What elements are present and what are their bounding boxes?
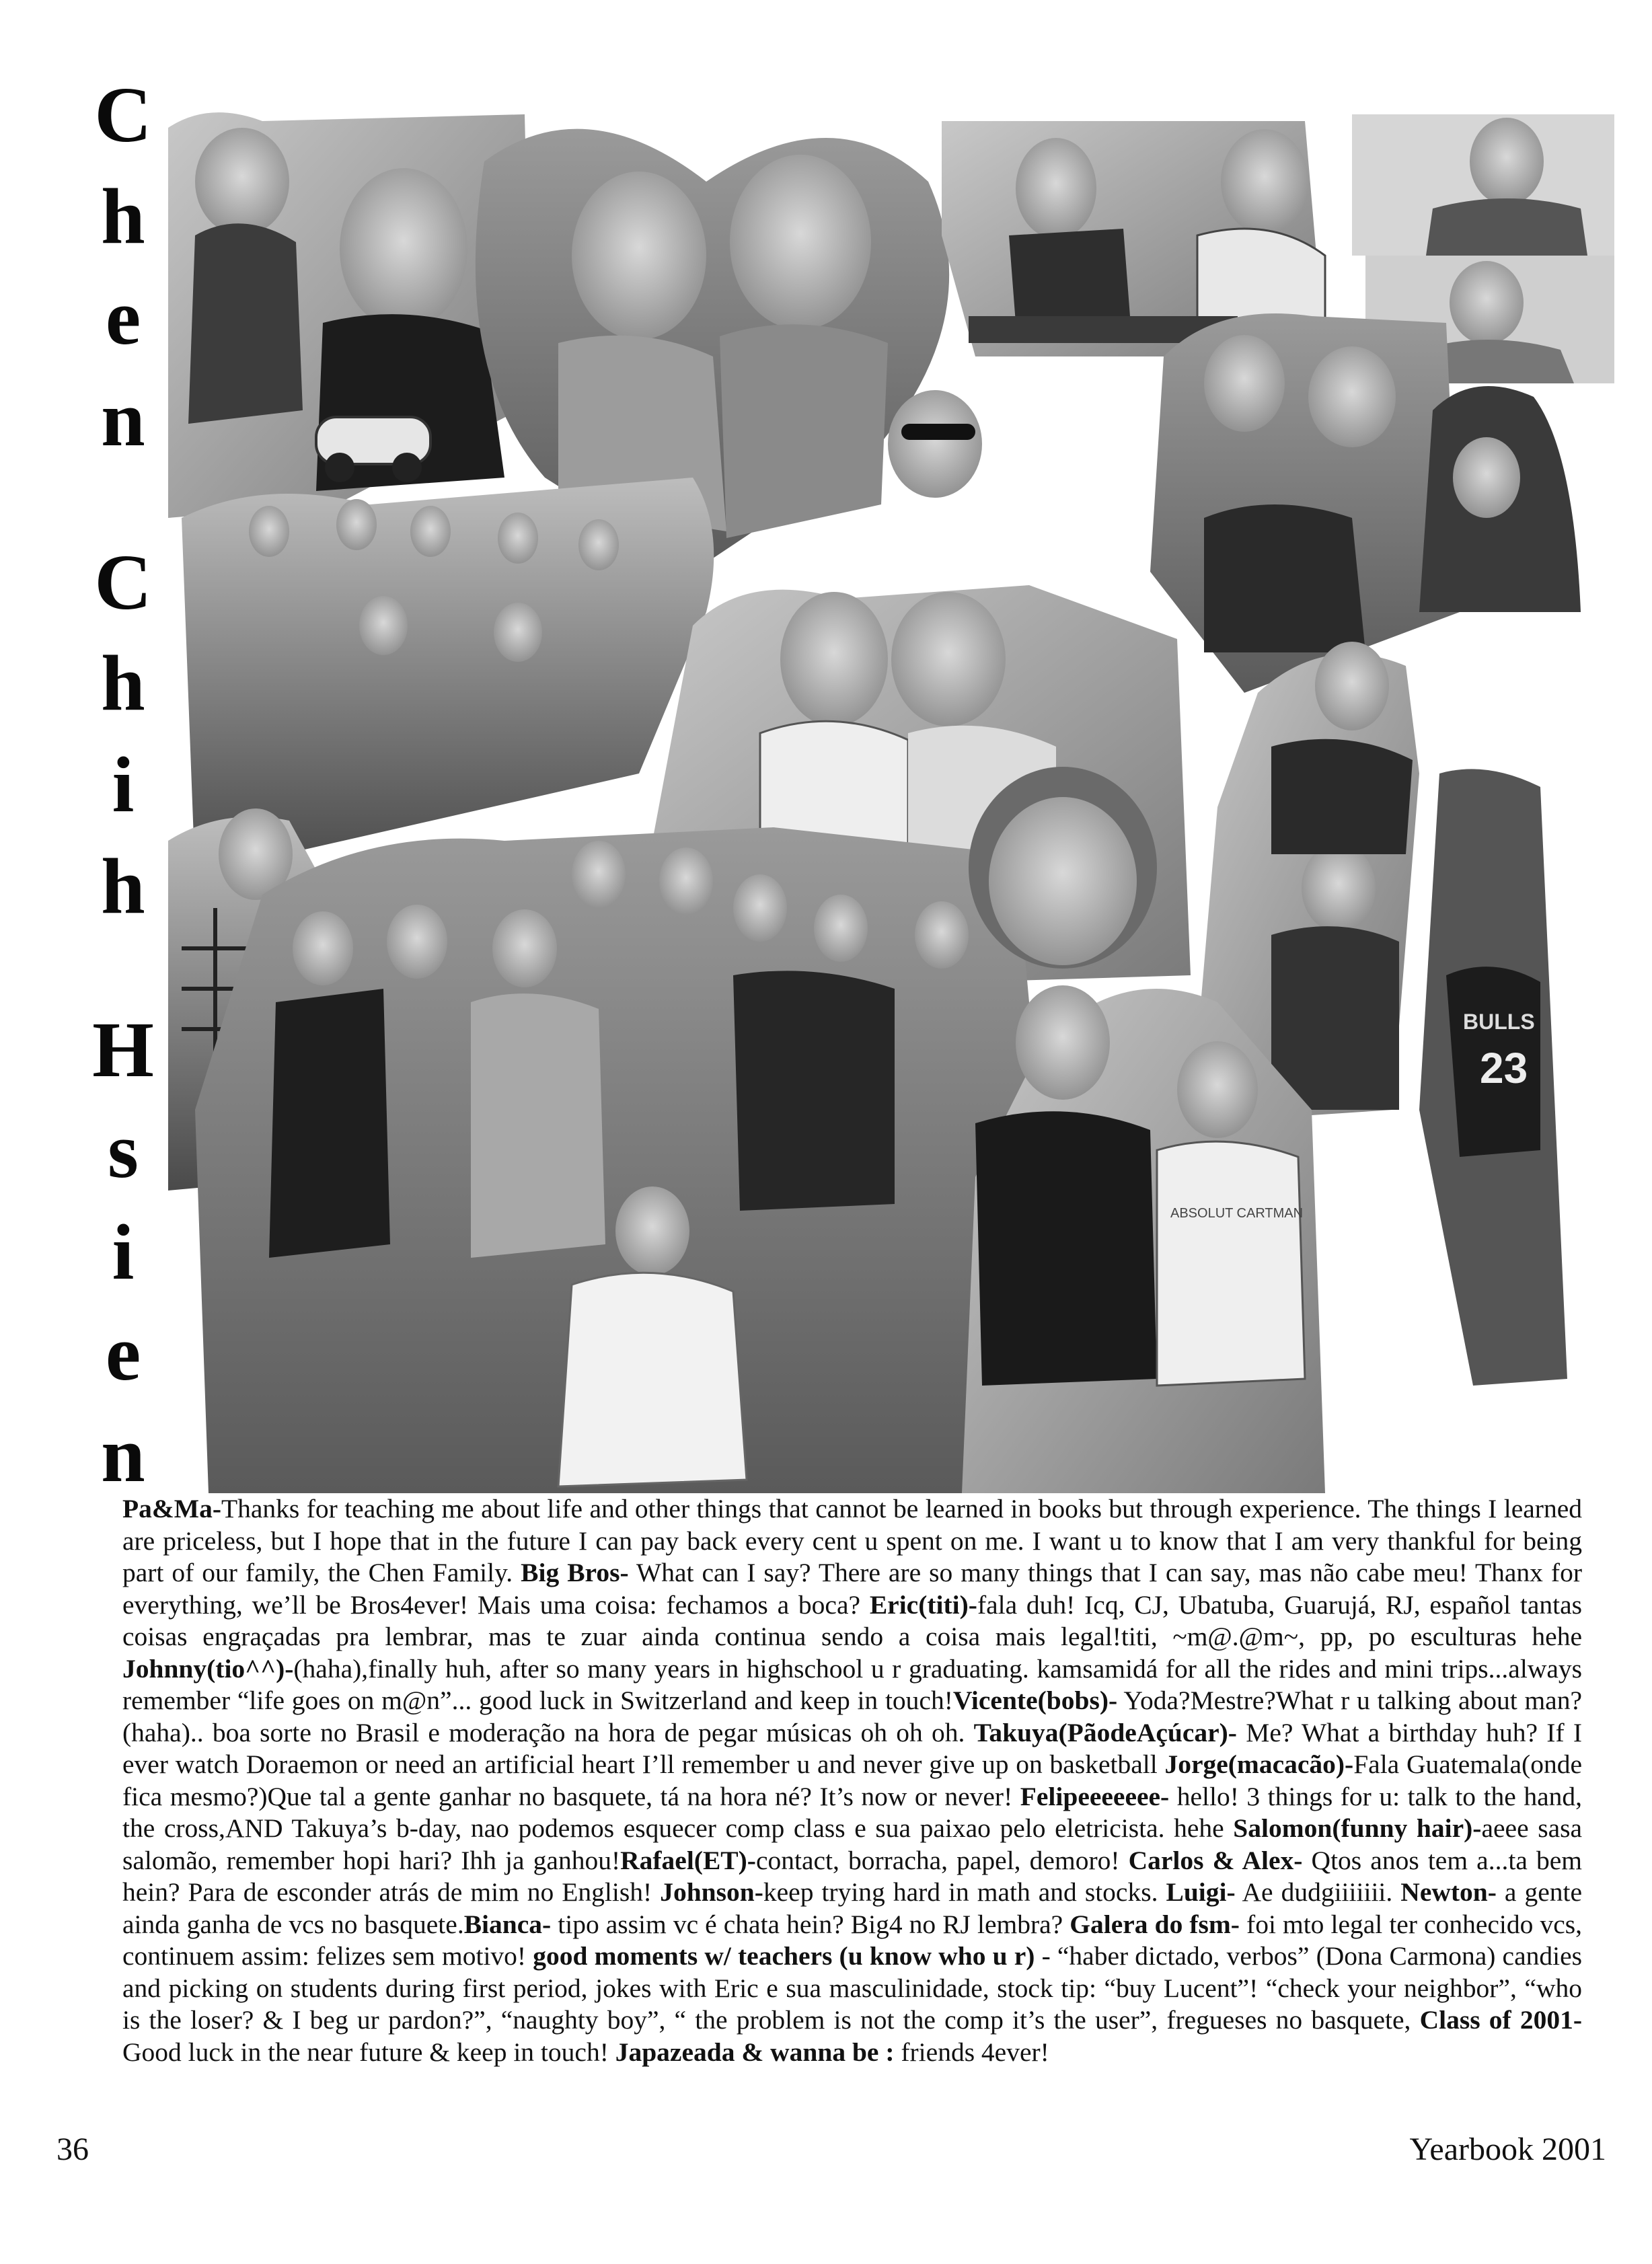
name-letter: C — [94, 71, 152, 159]
caption-message: - “haber dictado, verbos” (Dona Carmona) candies and picking on students during first period, jokes with Eric e sua masculinidade, stock tip: “buy Lucent”! “check your neighbor”, “who is the loser? & I beg ur pardon?”, “naughty boy”, “ the problem is not the comp it’s the user”, fregueses no basquete, — [122, 1941, 1582, 2035]
caption-message: tipo assim vc é chata hein? Big4 no RJ lembra? — [551, 1909, 1070, 1939]
name-letter: e — [105, 273, 141, 362]
caption-name: Class of 2001- — [1419, 2005, 1582, 2035]
shirt-text: ABSOLUT CARTMAN — [1170, 1206, 1304, 1221]
name-letter: e — [105, 1309, 141, 1398]
photo-large-group — [195, 827, 1043, 1493]
caption-message: a gente ainda ganha de vcs no basquete. — [122, 1877, 1583, 1939]
vertical-name-title — [79, 71, 167, 1499]
caption-name: good moments w/ teachers (u know who u r) — [533, 1941, 1035, 1971]
caption-name: Felipeeeeeee- — [1020, 1781, 1170, 1811]
name-letter: n — [101, 374, 145, 463]
caption-name: Jorge(macacão)- — [1164, 1749, 1354, 1779]
name-letter: n — [101, 1410, 145, 1499]
dedication-text — [122, 1493, 1582, 2068]
caption-name: Japazeada & wanna be : — [615, 2037, 895, 2067]
caption-name: Takuya(PãodeAçúcar)- — [973, 1717, 1237, 1747]
photo-shoulder-carry — [1150, 313, 1460, 693]
caption-name: Vicente(bobs)- — [952, 1686, 1118, 1715]
photo-woman-portrait — [969, 767, 1157, 969]
caption-name: Carlos & Alex- — [1128, 1845, 1303, 1875]
caption-message: friends 4ever! — [894, 2037, 1049, 2067]
caption-name: Salomon(funny hair)- — [1233, 1813, 1482, 1843]
caption-message: foi mto legal ter conhecido vcs, continuem assim: felizes sem motivo! — [122, 1909, 1582, 1971]
caption-message: keep trying hard in math and stocks. — [763, 1877, 1166, 1907]
caption-message: Yoda?Mestre?What r u talking about man?(haha).. boa sorte no Brasil e moderação na hora de pegar músicas oh oh oh. — [122, 1686, 1582, 1747]
caption-name: Johnson- — [660, 1877, 763, 1907]
caption-message: aeee sasa salomão, remember hopi hari? Ihh ja ganhou! — [122, 1813, 1583, 1875]
caption-name: Johnny(tio^^)- — [122, 1653, 294, 1684]
caption-name: Big Bros- — [521, 1558, 629, 1587]
name-letter: s — [108, 1106, 139, 1195]
caption-message: Me? What a birthday huh? If I ever watch Doraemon or need an artificial heart I’ll remember u and never give up on basketball — [122, 1717, 1582, 1779]
name-letter: h — [101, 841, 145, 930]
caption-name: Galera do fsm- — [1069, 1909, 1240, 1939]
name-letter: H — [92, 1005, 154, 1094]
photo-collage — [168, 101, 1614, 1493]
page-number: 36 — [57, 2131, 89, 2167]
photo-baby-and-brother — [168, 112, 531, 518]
caption-message: Good luck in the near future & keep in touch! — [122, 2037, 615, 2067]
name-letter: i — [112, 1207, 135, 1296]
caption-name: Luigi- — [1166, 1877, 1236, 1907]
caption-message: Fala Guatemala(onde fica mesmo?)Que tal a gente ganhar no basquete, tá na hora né? It’s now or never! — [122, 1749, 1582, 1811]
name-letter: i — [112, 740, 135, 829]
name-letter: h — [101, 172, 145, 260]
caption-message: (haha),finally huh, after so many years in highschool u r graduating. kamsamidá for all the rides and mini trips...always remember “life goes on m@n”... good luck in Switzerland and keep in touch! — [122, 1653, 1582, 1715]
photo-basketball-player — [1419, 769, 1567, 1386]
photo-standing-friend — [1419, 386, 1581, 612]
caption-name: Bianca- — [463, 1909, 552, 1939]
name-letter: h — [101, 639, 145, 728]
caption-name: Eric(titi)- — [869, 1589, 977, 1620]
caption-name: Newton- — [1400, 1877, 1497, 1907]
photo-grandfather — [1352, 114, 1614, 256]
yearbook-title: Yearbook 2001 — [1409, 2131, 1606, 2167]
name-letter: C — [94, 537, 152, 626]
jersey-number: 23 — [1480, 1044, 1528, 1092]
caption-name: Pa&Ma- — [122, 1494, 221, 1523]
caption-message: fala duh! Icq, CJ, Ubatuba, Guarujá, RJ, español tantas coisas engraçadas pra lembrar, mas te zuar ainda continua sendo a coisa mais legal!titi, ~m@.@m~, pp, po esculturas hehe — [122, 1589, 1582, 1651]
caption-message: Thanks for teaching me about life and other things that cannot be learned in books but through experience. The things I learned are priceless, but I hope that in the future I can pay back every cent u spent on me. I want u to know that I am very thankful for being part of our family, the Chen Family. — [122, 1494, 1582, 1587]
caption-message: contact, borracha, papel, demoro! — [755, 1845, 1129, 1875]
caption-message: Ae dudgiiiiiii. — [1235, 1877, 1401, 1907]
jersey-text: BULLS — [1463, 1010, 1535, 1034]
caption-message: Qtos anos tem a...ta bem hein? Para de esconder atrás de mim no English! — [122, 1845, 1582, 1907]
caption-name: Rafael(ET)- — [620, 1845, 756, 1875]
caption-message: What can I say? There are so many things that I can say, mas não cabe meu! Thanx for everything, we’ll be Bros4ever! Mais uma coisa: fechamos a boca? — [122, 1558, 1582, 1620]
caption-message: hello! 3 things for u: talk to the hand, the cross,AND Takuya’s b-day, nao podemos esquecer comp class e sua paixao pelo eletricista. hehe — [122, 1781, 1582, 1843]
